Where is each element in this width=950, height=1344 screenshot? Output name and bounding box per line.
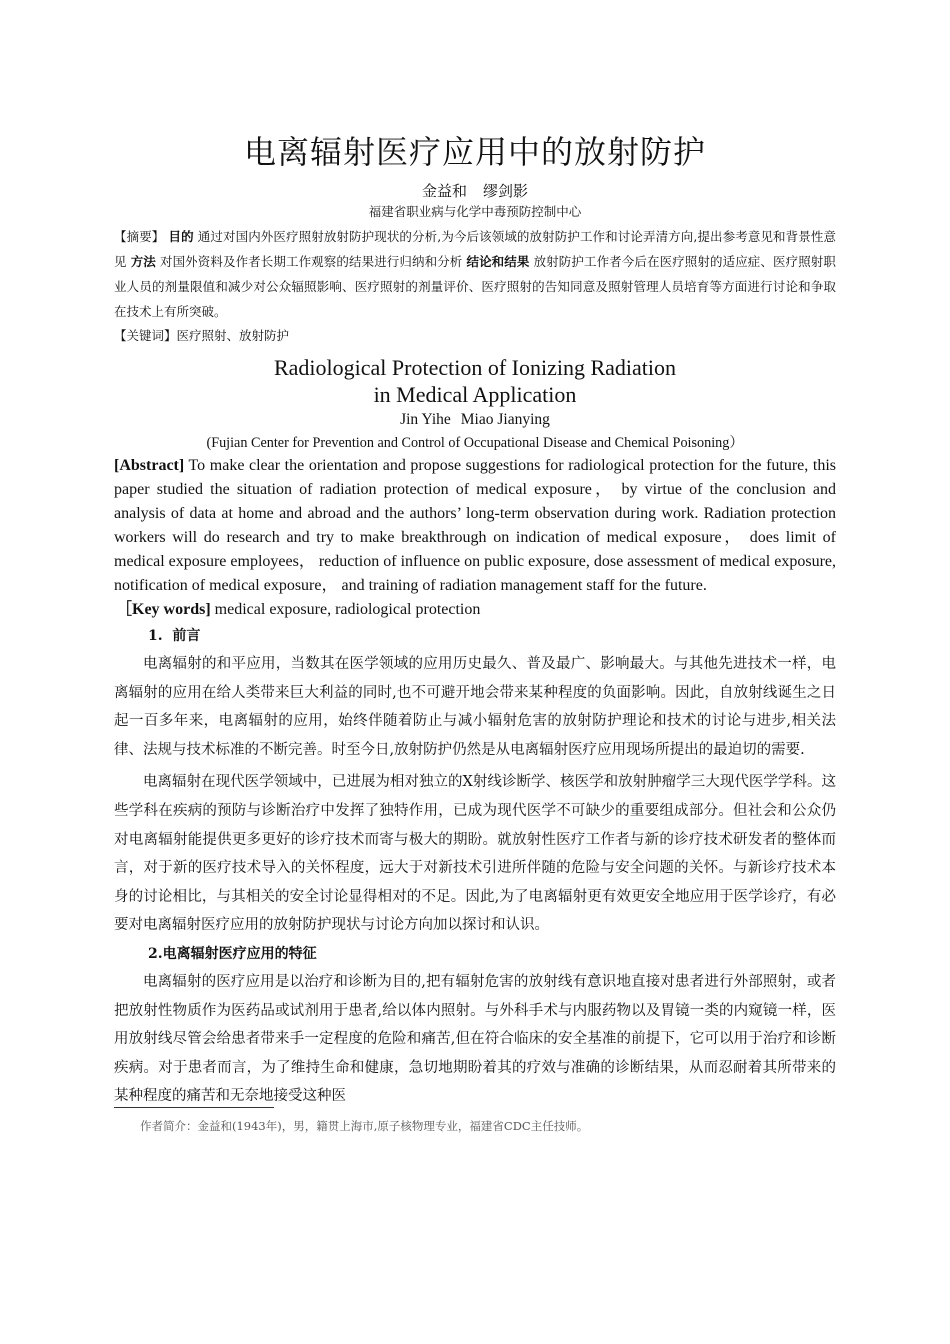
cn-aim-text: 通过对国内外医疗照射放射防护现状的分析,为今后该领域的放射防护工作和讨论弄清方向,提出参考意见和背景性意见	[114, 229, 836, 269]
paper-page	[114, 130, 836, 1111]
cn-author-2: 缪剑影	[483, 182, 529, 200]
cn-result-label: 结论和结果	[466, 254, 530, 269]
body-paragraph-3: 电离辐射的医疗应用是以治疗和诊断为目的,把有辐射危害的放射线有意识地直接对患者进行外部照射，或者把放射性物质作为医药品或试剂用于患者,给以体内照射。与外科手术与内服药物以及胃镜一类的内窥镜一样，医用放射线尽管会给患者带来手一定程度的危险和痛苦,但在符合临床的安全基准的前提下，它可以用于治疗和诊断疾病。对于患者而言，为了维持生命和健康，急切地期盼着其的疗效与准确的诊断结果，从而忍耐着其所带来的某种程度的痛苦和无奈地接受这种医	[114, 973, 836, 1105]
en-abstract	[114, 454, 836, 598]
cn-authors	[114, 180, 836, 202]
en-title	[114, 354, 836, 408]
body-paragraph-1: 电离辐射的和平应用，当数其在医学领域的应用历史最久、普及最广、影响最大。与其他先进技术一样，电离辐射的应用在给人类带来巨大利益的同时,也不可避开地会带来某种程度的负面影响。因此，自放射线诞生之日起一百多年来，电离辐射的应用，始终伴随着防止与减小辐射危害的放射防护理论和技术的讨论与进步,相关法律、法规与技术标准的不断完善。时至今日,放射防护仍然是从电离辐射医疗应用现场所提出的最迫切的需要.	[114, 656, 836, 758]
en-keywords-text: medical exposure, radiological protection	[214, 601, 481, 618]
cn-method-text: 对国外资料及作者长期工作观察的结果进行归纳和分析	[159, 254, 463, 269]
en-affiliation: (Fujian Center for Prevention and Control of Occupational Disease and Chemical Poisoning）	[206, 435, 744, 451]
en-abstract-text: To make clear the orientation and propose suggestions for radiological protection for the future, this paper studied the situation of radiation protection of medical exposure， by virtue of the conclusion and analysis of data at home and abroad and the authors’ long-term observation during work. Radiation protection workers will do research and try to make breakthrough on indication of medical exposure， does limit of medical exposure employees， reduction of influence on public exposure, dose assessment of medical exposure, notification of medical exposure， and training of radiation management staff for the future.	[114, 457, 836, 594]
en-keywords-label: ［Key words]	[116, 601, 211, 618]
footnote-rule	[114, 1107, 274, 1108]
cn-abstract	[114, 224, 836, 324]
author-footnote: 作者简介：金益和(1943年)，男，籍贯上海市,原子核物理专业，福建省CDC主任技师。	[140, 1119, 589, 1133]
cn-aim-label: 目的	[168, 229, 194, 244]
section-heading-2: 2.电离辐射医疗应用的特征	[148, 945, 317, 962]
en-keywords	[116, 598, 836, 622]
en-title-line-1: Radiological Protection of Ionizing Radiation	[273, 355, 677, 380]
cn-affiliation: 福建省职业病与化学中毒预防控制中心	[368, 204, 582, 219]
en-author-2: Miao Jianying	[460, 411, 550, 428]
cn-abstract-label: 【摘要】	[114, 229, 165, 244]
en-abstract-label: [Abstract]	[114, 457, 185, 474]
en-authors	[114, 408, 836, 432]
cn-author-1: 金益和	[421, 182, 467, 200]
en-author-1: Jin Yihe	[400, 411, 451, 428]
section-heading-1: 1. 前言	[148, 628, 201, 644]
cn-title: 电离辐射医疗应用中的放射防护	[243, 133, 706, 171]
cn-method-label: 方法	[130, 254, 156, 269]
body-paragraph-2: 电离辐射在现代医学领域中，已进展为相对独立的X射线诊断学、核医学和放射肿瘤学三大现代医学学科。这些学科在疾病的预防与诊断治疗中发挥了独特作用，已成为现代医学不可缺少的重要组成部分。但社会和公众仍对电离辐射能提供更多更好的诊疗技术而寄与极大的期盼。就放射性医疗工作者与新的诊疗技术研发者的整体而言，对于新的医疗技术导入的关怀程度，远大于对新技术引进所伴随的危险与安全问题的关怀。与新诊疗技术本身的讨论相比，与其相关的安全讨论显得相对的不足。因此,为了电离辐射更有效更安全地应用于医学诊疗，有必要对电离辐射医疗应用的放射防护现状与讨论方向加以探讨和认识。	[114, 774, 836, 934]
cn-result-text: 放射防护工作者今后在医疗照射的适应症、医疗照射职业人员的剂量限值和减少对公众辐照影响、医疗照射的剂量评价、医疗照射的告知同意及照射管理人员培育等方面进行讨论和争取在技术上有所突破。	[114, 254, 836, 319]
cn-keywords: 【关键词】医疗照射、放射防护	[114, 328, 290, 343]
en-title-line-2: in Medical Application	[373, 382, 577, 407]
